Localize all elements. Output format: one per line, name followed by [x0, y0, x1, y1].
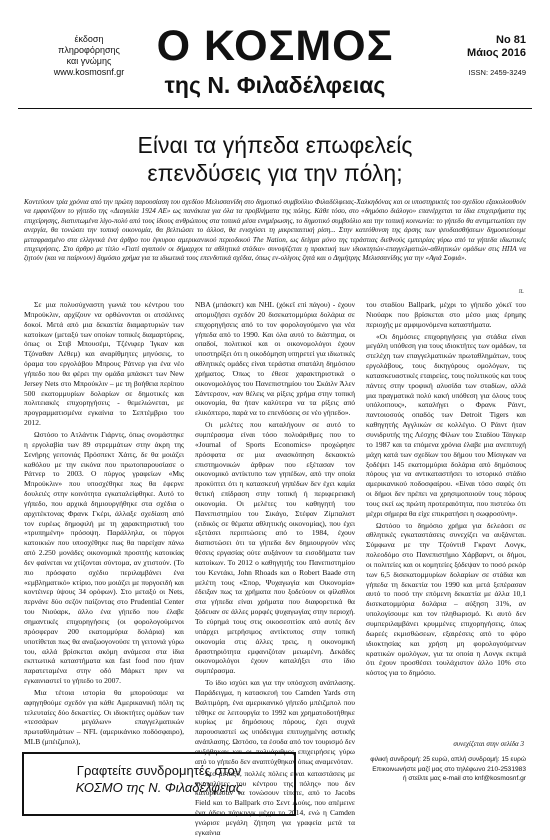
paragraph: Μια τέτοια ιστορία θα μπορούσαμε να αφηγηθούμε σχεδόν για κάθε Αμερικανική πόλη τις τελευταίες δύο δεκαετίες. Οι ιδιοκτήτες ομάδων των «τεσσάρων μεγάλων» επαγγελματικών πρωταθλημάτων – NFL (αμερικάνικο ποδόσφαιρο), MLB (μπέιζμπολ), — [24, 687, 184, 747]
issue-date: Μάιος 2016 — [467, 47, 526, 59]
masthead-divider — [18, 108, 532, 109]
tagline-line-2: πληροφόρησης — [58, 45, 120, 55]
headline-line-2: επενδύσεις για την πόλη; — [147, 160, 403, 186]
tagline-line-3: και γνώμης — [66, 56, 112, 66]
body-column-1 — [24, 300, 184, 749]
subscription-info — [300, 755, 526, 784]
subscription-line-2: ΚΟΣΜΟ της Ν. Φιλαδέλφειας — [75, 780, 243, 795]
newspaper-subtitle: της Ν. Φιλαδέλφειας — [164, 72, 386, 98]
tagline-line-1: έκδοση — [74, 34, 104, 44]
paragraph: Σε μια πολυσύχναστη γωνιά του κέντρου του Μπρούκλιν, αρχίζουν να ορθώνονται οι ατσάλινες δοκοί. Μετά από μια δεκαετία διαμαρτυριών των κατοίκων (μεταξύ των οποίων τοπικές διαμαρτύρεις, όπως οι Στιβ Μπουσέμι, Τζένιφερ Ίγκαν και Τζόναθαν Λέθεμ) και αναρίθμητες μηνύσεις, το όραμα του εργολάβου Μπρους Ράτνερ για ένα νέο γήπεδο που θα φέρει την ομάδα μπάσκετ των New Jersey Nets στο Μπρούκλιν – με τη βοήθεια περίπου 500 εκατομμυρίων δολαρίων σε δημοτικές και πολιτειακές επιχορηγήσεις - θεμελιώνεται, με προγραμματισμένα εγκαίνια το Σεπτέμβριο του 2012. — [24, 300, 184, 428]
continued-note: συνεχίζεται στην σελίδα 3 — [453, 740, 524, 748]
paragraph: Το ίδιο ισχύει και για την υπόσχεση ανάπλασης. Παράδειγμα, η κατασκευή του Camden Yards στη Βαλτιμόρη, ένα αμερικανικό γήπεδο μπέιζμπολ που τέθηκε σε λειτουργία το 1992 και χρηματοδοτήθηκε κυρίως με δημόσιους πόρους, έχει συχνά παρουσιαστεί ως υπόδειγμα επιτυχημένης αστικής ανάπλασης. Ωστόσο, τα έσοδα από τον τουρισμό δεν αυξήθηκαν και οι πολυάριθμες επιχειρήσεις γύρω από το γήπεδο δεν αναπτύχθηκαν όπως αναμενόταν. — [195, 678, 355, 766]
subscription-box — [22, 752, 296, 816]
paragraph: Ωστόσο το δημόσιο χρήμα για δελεάσει σε αθλητικές εγκαταστάσεις συνεχίζει να αυξάνεται. Σύμφωνα με την Τζούντιθ Γκραντ Λονγκ, πολεοδόμο στο Πανεπιστήμιο Χάρβαρντ, οι δήμοι, οι πολιτείες και οι κομητείες ξόδεψαν το ποσό ρεκόρ των 6,5 δισεκατομμυρίων δολαρίων σε στάδια και γήπεδα τη δεκαετία του 1990 και μετά ξεπέρασαν αυτό το ποσό την επόμενη δεκαετία με άλλα 10,1 δισεκατομμύρια δολάρια – αύξηση 31%, αν υπολογίσουμε και τον πληθωρισμό. Κι αυτό δεν συμπεριλαμβάνει κρυμμένες επιχορηγήσεις, όπως δωρεές εκμισθώσεων, εξαιρέσεις από το φόρο ιδιοκτησίας και χρήση μη φορολογούμενων κρατικών ομολόγων, για τα οποία η Λονγκ εκτιμά ότι έχουν προσθέσει τουλάχιστον άλλο 10% στο κόστος για το δημόσιο. — [366, 520, 526, 678]
masthead-tagline — [34, 34, 144, 78]
body-column-3 — [366, 300, 526, 680]
article-headline — [30, 131, 520, 187]
subscription-line-1: Γραφτείτε συνδρομητές στον — [76, 763, 242, 778]
newspaper-title: Ο ΚΟΣΜΟΣ — [156, 22, 394, 70]
article-lead: Κοντεύουν τρία χρόνια από την πρώτη παρουσίαση του σχεδίου Μελισσανίδη στο δημοτικό συμβούλιο Φιλαδέλφειας-Χαλκηδόνας και οι υποστηρικτές του σχεδίου εξακολουθούν να εμφανίζουν το γήπεδο της «Διαγαλία 1924 ΑΕ» ως πανάκεια για όλα τα προβλήματα της πόλης. Κάθε τόσο, στο «δημόσιο διάλογο» επανέρχεται τα ίδια επιχειρήματα της επιχείρησης, διατυπωμένα λίγο-πολύ από τους ίδιους ανθρώπους στα τοπικά μέσα ενημέρωσης, το δημοτικό συμβούλιο και την τοπική κοινωνία: το γήπεδο θα αντιμετωπίσει την ανεργία, θα τονώσει την τοπική οικονομία, θα βελτιώσει το άλλοσ, θα ενισχύσει τη μικρεπαιτική ρίση... Στην κατεύθυνση της άρσης των ψευδαισθήσεων δημοσιεύουμε μεταφρασμένο στα ελληνικά ένα άρθρο του έγκυρου αμερικανικού περιοδικού The Nation, ως δείγμα μόνο της τεράστιας διεθνούς εμπειρίας γύρω από τα γήπεδα ιδιωτικές επιχειρήσεις. Στο άρθρο με τίτλο «Γιατί αγαπούν οι δήμαρχοι τα αθλητικά στάδια» συνοψίζεται η πρακτική των ιδιοκτητών-επαγγελματιών-αθλητικών ομάδων στις ΗΠΑ να ζητούν (και να παίρνουν) δημόσιο χρήμα για τα ιδιωτικά τους επενδυτικά σχέδια, όπως εν-ολίγοις ζητά και ο Δημήτρης Μελισσανίδης για την «Αγιά Σοφιά». — [24, 198, 526, 263]
contact-phone: Επικοινωνήστε μαζί μας στο τηλέφωνο 210-2531983 — [372, 765, 526, 773]
paragraph: NBA (μπάσκετ) και NHL (χόκεϊ επί πάγου) - έχουν απομυζήσει σχεδόν 20 δισεκατομμύρια δολάρια σε επιχορηγήσεις από το τον φορολογούμενο για νέα γήπεδα από το 1990. Και όλα αυτό το διάστημα, οι οπαδοί, πολιτικοί και οι οικονομολόγοι έχουν υποστηρίξει ότι η οικοδόμηση υπηρετεί για ιδιωτικές αθλητικές ομάδες είναι τεράστια σπατάλη δημόσιου χρήματος. Όπως το έθεσε χαρακτηριστικά ο οικονομολόγος του Πανεπιστημίου του Σκάιλν Άλεν Σάντερσον, «αν θέλεις να ρίξεις χρήμα στην τοπική οικονομία, θα ήταν καλύτερα να τα ρίξεις από ελικόπτερο, παρά να το επενδύσεις σε νέο γήπεδο». — [195, 300, 355, 418]
paragraph: Ωστόσο το Ατλάντικ Γιάρντς, όπως ονομάστηκε η εργολαβία των 89 στρεμμάτων στην άκρη της Σενήρης γειτονιάς Πρόσπεκτ Χάιτς, δε θα μοιάζει καθόλου με την εικόνα που πρωτοπαρουσίασε ο Ράτνερ το 2003. Ο πύργος γραφείων «Μις Μπρούκλιν» που υποσχέθηκε πως θα έφερνε δουλειές στην κοινότητα εγκαταλείφθηκε. Αυτό το γήπεδο, που αρχικά δημιουργήθηκε στα σχέδια ο αρχιτέκτονας Φρανκ Γκέρι, άλλαξε σχεδίαση από τον ευρέως δημοφιλή με τη χαρακτηριστική του «τρυπημένη» πρόσοψη. Παράλληλα, οι πύργοι κατοικιών που υποσχέθηκε πως θα παρείχαν πάνω από 2.250 μονάδες οικονομικά προσιτής κατοικίας δεν φαίνεται να χτίζονται σύντομα, αν χτιστούν. (Το πιο πρόσφατο σχέδιο περιλαμβάνει ένα «εμβληματικό» κτίριο, που μοιάζει με πυργοειδή και κοντέινερ ύψους 34 ορόφων). Στο μεταξύ οι Nets, περνάνε δύο σεζόν παίζοντας στο Prudential Center του Νιούαρκ, άλλο ένα γήπεδο που έλαβε σημαντικές επιχορηγήσεις (οι φορολογούμενοι πρόσφεραν 200 εκατομμύρια δολάρια) και υποτίθεται πως θα αναζωογονούσε τη γειτονιά γύρω του, αλλά βρίσκεται ακόμη ανάμεσα στα ίδια εκπτωτικά καταστήματα και fast food που ήταν παρατεταμένα στην οδό Μάρκετ πριν να εγκαινιαστεί το γήπεδο το 2007. — [24, 429, 184, 686]
paragraph: Οι μελέτες που καταλήγουν σε αυτό το συμπέρασμα είναι τόσο πολυάριθμες που το «Journal of Sports Economics» προχώρησε πρόσφατα σε μια ανασκόπηση δεκαοκτώ επιστημονικών άρθρων που εξέτασαν τον οικονομικό αντίκτυπο των γηπέδων, από την οποία προκύπτει ότι η κατασκευή γηπέδων δεν έχει καμία θετική επίδραση στην τοπική ή περιφερειακή οικονομία. Οι μελέτες του καθηγητή του Πανεπιστημίου του Σικάγο, Στέφαν Ζίμπαλιστ (ειδικός σε θέματα αθλητικής οικονομίας), που έχει εξετάσει περιπτώσεις από το 1984, έχουν διαπιστώσει ότι τα γήπεδα δεν δημιουργούν νέες θέσεις εργασίας ούτε αυξάνουν τα εισοδήματα των κατοίκων. Το 2012 ο καθηγητής του Πανεπιστημίου του Κεντάκι, John Rhoads και ο Robert Baade στη μελέτη τους «Σπορ, Ψυχαγωγία και Οικονομία» έδειξαν πως τα χρήματα που ξοδεύουν οι φίλαθλοι στα γήπεδα είναι χρήματα που διαφορετικά θα ξόδευαν σε άλλες μορφές ψυχαγωγίας στην περιοχή. Το εύρημά τους στις οικοσεσιτίσκ από αυτές δεν υπάρχει μετρήσιμος αντίκτυπος στην τοπική οικονομία στις άλλες τρεις, η οικονομική δραστηριότητα εμφανιζόταν μειωμένη. Δεκάδες οικονομολόγοι έχουν καταλήξει στο ίδιο συμπέρασμα. — [195, 420, 355, 676]
issue-info — [416, 34, 526, 77]
paragraph: Στο μεταξύ, πολλές πόλεις είναι καταστάσεις με «καταλύτες του κέντρου της πόλης» που δεν κατόρθωσαν να τονώσουν τίποτε, από το Jacobs Field και το Ballpark στο Σεντ Λούις, που απέμεινε ένα άδειο πάρκινγκ μέχρι το 2014, ενώ η Camden γνώρισε μεγάλη ζήτηση για γραφεία μετά τα εγκαίνια — [195, 768, 355, 837]
paragraph: του σταδίου Ballpark, μέχρι το γήπεδο χόκεϊ του Νιούαρκ που βρίσκεται στο μέσο μιας έρημης περιοχής με αμφιμονόμενα καταστήματα. — [366, 300, 526, 329]
website-link[interactable]: www.kosmosnf.gr — [53, 67, 125, 77]
paragraph: «Οι δημόσιες επιχορηγήσεις για στάδια είναι μεγάλη υπόθεση για τους ιδιοκτήτες των ομάδων, τα στελέχη των επαγγελματικών πρωταθλημάτων, τους εργολάβους, τους δικηγόρους ομολόγων, τις κατασκευαστικές εταιρείες, τους πολιτικούς και τους πάντες στην τροφική αλυσίδα των σταδίων, αλλά μια πραγματικά πολύ κακή υπόθεση για όλους τους υπόλοιπους», καταλήγει ο Φρανκ Ράιντ, παντοιοσούς οπαδός των Detroit Tigers και καθηγητής Αγγλικών σε κολλέγιο. Ο Ράιντ ήταν συνιδρυτής της Λέσχης Φίλων του Σταδίου Τάιγκερ το 1987 και τα επόμενα χρόνια έλαβε μια ανεπιτυχή μάχη κατά των σχεδίων του δήμου του Μίσιγκαν να ξοδέψει 145 εκατομμύρια δολάρια από δημόσιους πόρους για να αντικαταστήσει το ιστορικό στάδιο αμερικανικού ποδοσφαίρου. «Είναι τόσο σαφές ότι οι δήμοι δεν πρέπει να χρησιμοποιούν τους πόρους τους εκεί ως πρώτη προτεραιότητα, που πιστεύω ότι μέχρι σήμερα θα είχε επικρατήσει η σωφροσύνη». — [366, 331, 526, 518]
issn-number: ISSN: 2459-3249 — [468, 68, 526, 77]
headline-line-1: Είναι τα γήπεδα επωφελείς — [137, 132, 413, 158]
contact-email[interactable]: ή στείλτε μας e-mail στο knf@kosmosnf.gr — [402, 775, 526, 782]
subscription-prices: φιλική συνδρομή: 25 ευρώ, απλή συνδρομή: 15 ευρώ — [370, 756, 526, 763]
lead-signature: π. — [518, 287, 524, 295]
issue-number: Νο 81 — [496, 34, 526, 46]
